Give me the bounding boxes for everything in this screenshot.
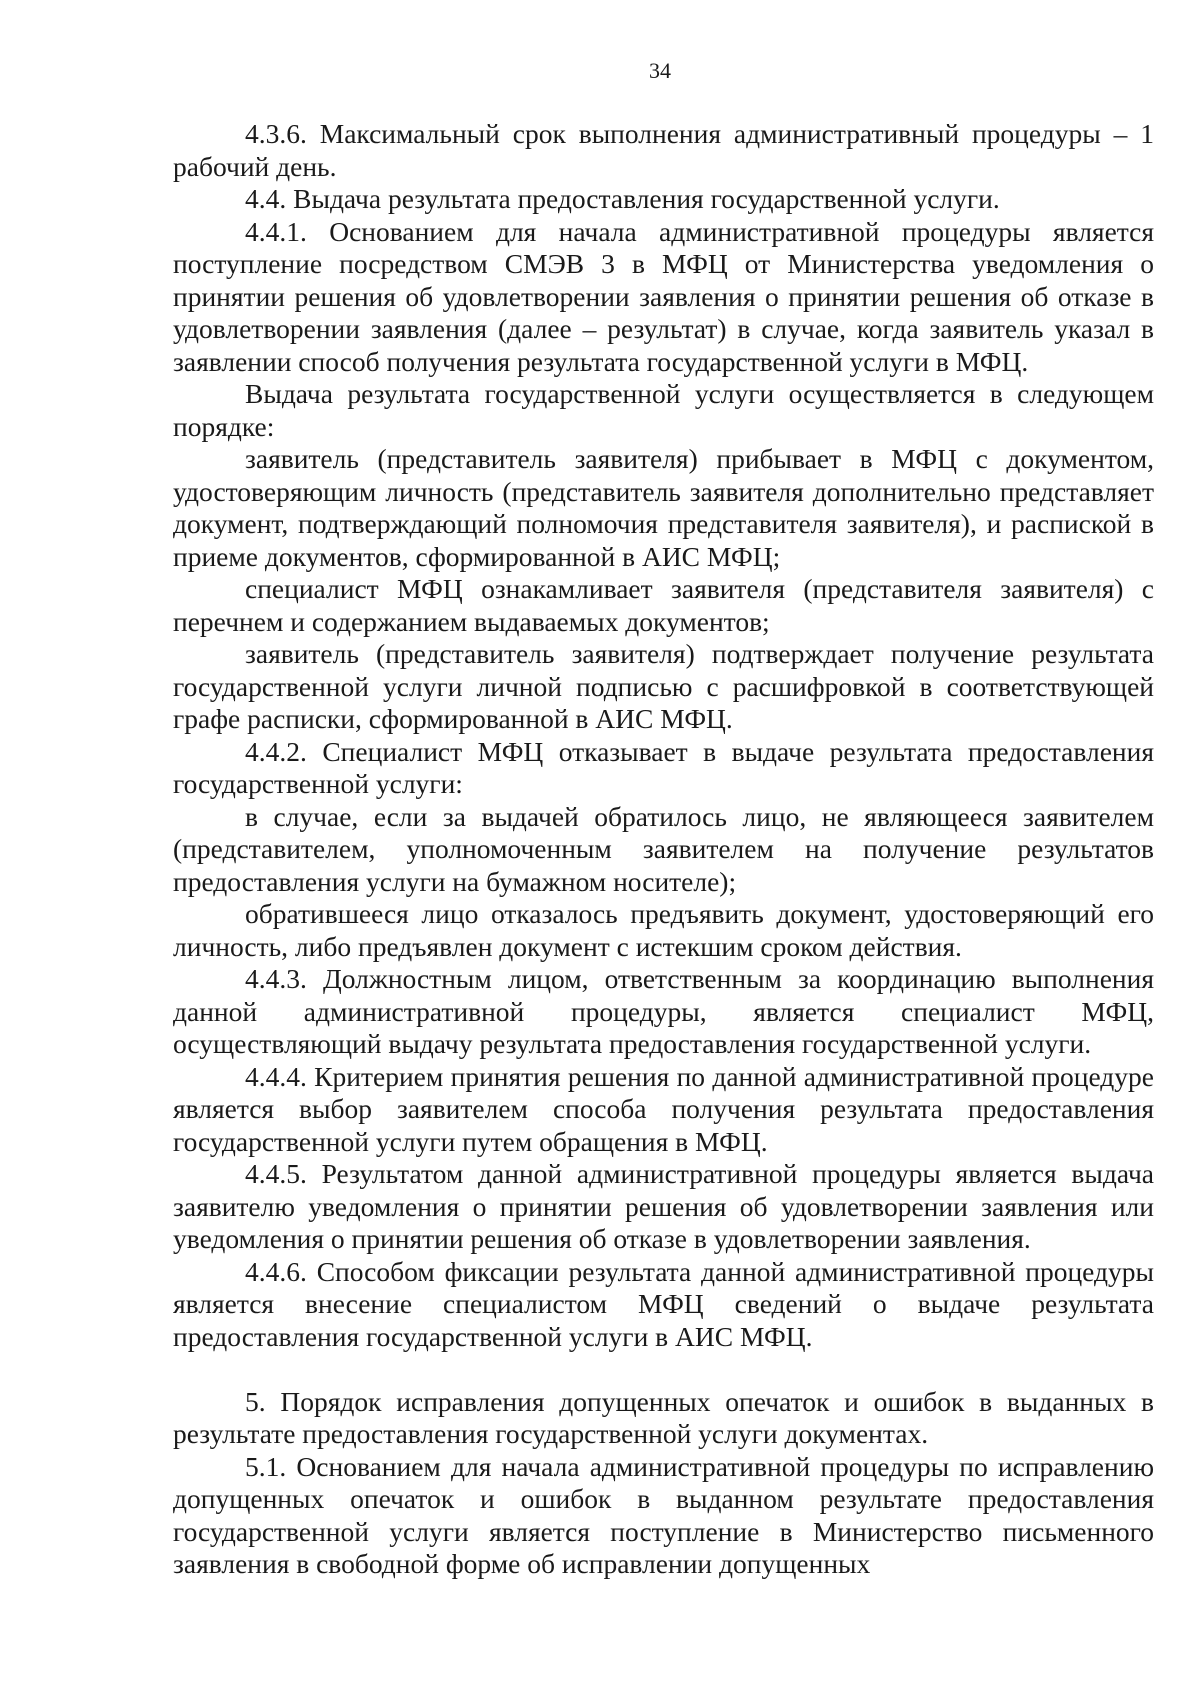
paragraph-refusal-case-1: в случае, если за выдачей обратилось лицо, не являющееся заявителем (представителем, уполномоченным заявителем на получение результатов предоставления услуги на бумажном носителе); bbox=[173, 800, 1154, 897]
paragraph-issue-order: Выдача результата государственной услуги осуществляется в следующем порядке: bbox=[173, 378, 1154, 442]
paragraph-4-4-1: 4.4.1. Основанием для начала административной процедуры является поступление посредством СМЭВ 3 в МФЦ от Министерства уведомления о принятии решения об удовлетворении заявления о принятии решения об отказе в удовлетворении заявления (далее – результат) в случае, когда заявитель указал в заявлении способ получения результата государственной услуги в МФЦ. bbox=[173, 215, 1154, 377]
section-spacer bbox=[173, 1353, 1154, 1386]
paragraph-4-3-6: 4.3.6. Максимальный срок выполнения административный процедуры – 1 рабочий день. bbox=[173, 118, 1154, 182]
paragraph-4-4-4: 4.4.4. Критерием принятия решения по данной административной процедуре является выбор заявителем способа получения результата предоставления государственной услуги путем обращения в МФЦ. bbox=[173, 1060, 1154, 1157]
paragraph-5-1: 5.1. Основанием для начала административной процедуры по исправлению допущенных опечаток и ошибок в выданном результате предоставления государственной услуги является поступление в Министерство письменного заявления в свободной форме об исправлении допущенных bbox=[173, 1450, 1154, 1579]
paragraph-specialist-familiarizes: специалист МФЦ ознакамливает заявителя (представителя заявителя) с перечнем и содержанием выдаваемых документов; bbox=[173, 573, 1154, 637]
paragraph-applicant-arrives: заявитель (представитель заявителя) прибывает в МФЦ с документом, удостоверяющим личность (представитель заявителя дополнительно представляет документ, подтверждающий полномочия представителя заявителя), и распиской в приеме документов, сформированной в АИС МФЦ; bbox=[173, 443, 1154, 572]
page-number: 34 bbox=[649, 58, 671, 83]
document-body bbox=[173, 118, 1154, 1581]
paragraph-refusal-case-2: обратившееся лицо отказалось предъявить документ, удостоверяющий его личность, либо предъявлен документ с истекшим сроком действия. bbox=[173, 898, 1154, 962]
paragraph-applicant-confirms: заявитель (представитель заявителя) подтверждает получение результата государственной услуги личной подписью с расшифровкой в соответствующей графе расписки, сформированной в АИС МФЦ. bbox=[173, 638, 1154, 734]
section-5-heading: 5. Порядок исправления допущенных опечаток и ошибок в выданных в результате предоставления государственной услуги документах. bbox=[173, 1385, 1154, 1449]
paragraph-4-4-2: 4.4.2. Специалист МФЦ отказывает в выдаче результата предоставления государственной услуги: bbox=[173, 735, 1154, 799]
paragraph-4-4-5: 4.4.5. Результатом данной административной процедуры является выдача заявителю уведомления о принятии решения об удовлетворении заявления или уведомления о принятии решения об отказе в удовлетворении заявления. bbox=[173, 1158, 1154, 1254]
paragraph-4-4: 4.4. Выдача результата предоставления государственной услуги. bbox=[245, 183, 1000, 214]
paragraph-4-4-6: 4.4.6. Способом фиксации результата данной административной процедуры является внесение специалистом МФЦ сведений о выдаче результата предоставления государственной услуги в АИС МФЦ. bbox=[173, 1255, 1154, 1352]
paragraph-4-4-3: 4.4.3. Должностным лицом, ответственным за координацию выполнения данной административной процедуры, является специалист МФЦ, осуществляющий выдачу результата предоставления государственной услуги. bbox=[173, 963, 1154, 1059]
